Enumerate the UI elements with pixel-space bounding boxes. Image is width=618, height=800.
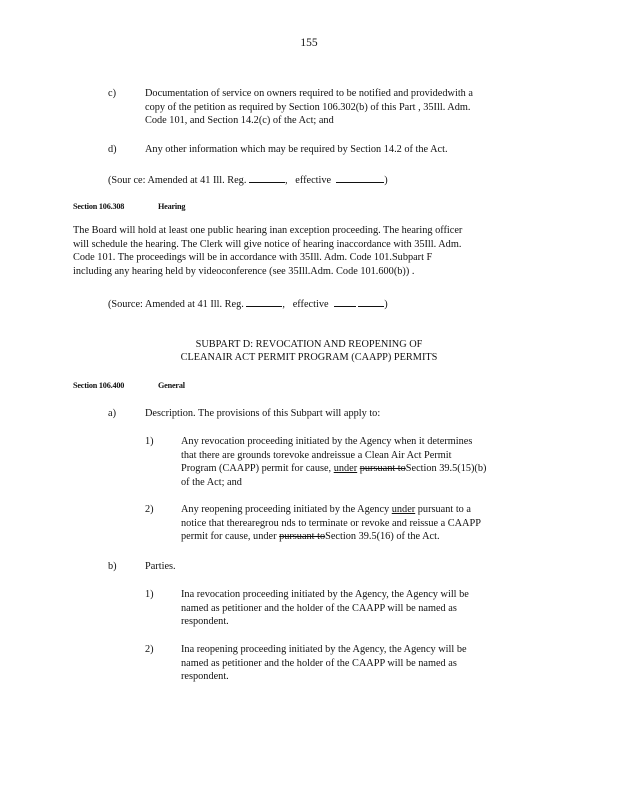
section-308-body: [73, 224, 529, 278]
subitem-line: of the Act; and: [181, 476, 242, 488]
subitem-line: Ina revocation proceeding initiated by the Agency, the Agency will be: [181, 589, 469, 600]
subitem-b2-text: [181, 643, 521, 684]
section-number: Section 106.400: [73, 381, 125, 390]
source-prefix: (Source: Amended at 41 Ill. Reg.: [108, 299, 244, 310]
source-effective: effective: [292, 299, 329, 310]
subitem-line: [181, 503, 526, 517]
subitem-label-b2: 2): [145, 644, 154, 655]
subitem-line: Any revocation proceeding initiated by the Agency when it determines: [181, 436, 473, 447]
source-note-1: [108, 172, 388, 188]
subitem-line: Ina reopening proceeding initiated by the Agency, the Agency will be: [181, 644, 467, 655]
inserted-text: under: [333, 463, 358, 475]
subitem-line: [181, 530, 526, 544]
source-close: ): [384, 175, 388, 186]
text-run: pursuant to a: [417, 504, 471, 515]
subitem-line: that there are grounds torevoke andreissue a Clean Air Act Permit: [181, 449, 452, 461]
section-number: Section 106.308: [73, 202, 125, 211]
item-label-d: d): [108, 144, 117, 155]
blank-line: [336, 172, 384, 183]
blank-line: [334, 296, 356, 307]
section-title: Hearing: [158, 202, 186, 211]
item-c-line: Code 101, and Section 14.2(c) of the Act; and: [145, 115, 334, 127]
blank-line: [358, 296, 384, 307]
item-label-b: b): [108, 561, 117, 572]
item-c-text: [145, 87, 529, 128]
subitem-label-b1: 1): [145, 589, 154, 600]
subitem-line: respondent.: [181, 616, 229, 628]
subpart-heading-line-1: SUBPART D: REVOCATION AND REOPENING OF: [195, 339, 423, 350]
blank-line: [246, 296, 282, 307]
source-effective: effective: [295, 175, 332, 186]
item-label-a: a): [108, 408, 116, 419]
deleted-text: pursuant to: [279, 531, 326, 543]
text-run: Section 39.5(16) of the Act.: [325, 531, 440, 543]
subitem-line: notice that therearegrou nds to terminate or revoke and reissue a CAAPP: [181, 517, 481, 529]
subitem-line: respondent.: [181, 671, 229, 683]
body-line: will schedule the hearing. The Clerk will give notice of hearing inaccordance with 35Ill. Adm.: [73, 238, 462, 250]
body-line: including any hearing held by videoconference (see 35Ill.Adm. Code 101.600(b)) .: [73, 265, 415, 277]
deleted-text: pursuant to: [359, 463, 406, 475]
source-comma: ,: [282, 299, 285, 310]
text-run: Section 39.5(15)(b): [405, 463, 487, 475]
page-number: 155: [300, 37, 318, 49]
subitem-line: named as petitioner and the holder of the CAAPP will be named as: [181, 657, 457, 669]
subitem-line: [181, 462, 521, 476]
text-run: Program (CAAPP) permit for cause,: [181, 463, 332, 475]
subitem-a2-text: [181, 503, 526, 544]
text-run: permit for cause, under: [181, 531, 277, 543]
blank-line: [249, 172, 285, 183]
item-b-text: Parties.: [145, 561, 176, 572]
subitem-a1-text: [181, 435, 521, 489]
item-label-c: c): [108, 88, 116, 99]
inserted-text: under: [391, 504, 416, 515]
item-d-text: Any other information which may be required by Section 14.2 of the Act.: [145, 144, 448, 155]
subitem-line: named as petitioner and the holder of the CAAPP will be named as: [181, 602, 457, 614]
source-comma: ,: [284, 175, 288, 186]
body-line: The Board will hold at least one public hearing inan exception proceeding. The hearing officer: [73, 225, 463, 236]
item-a-text: Description. The provisions of this Subpart will apply to:: [145, 408, 381, 419]
subpart-heading-line-2: CLEANAIR ACT PERMIT PROGRAM (CAAPP) PERMITS: [180, 352, 438, 363]
text-run: Any reopening proceeding initiated by the Agency: [181, 504, 390, 515]
subitem-label-a1: 1): [145, 436, 154, 447]
subitem-b1-text: [181, 588, 521, 629]
item-c-line: Documentation of service on owners required to be notified and providedwith a: [145, 88, 473, 99]
source-prefix: (Sour ce: Amended at 41 Ill. Reg.: [108, 175, 247, 186]
source-close: ): [384, 299, 388, 310]
item-c-line: copy of the petition as required by Section 106.302(b) of this Part , 35Ill. Adm.: [145, 101, 471, 113]
source-note-2: [108, 296, 388, 312]
body-line: Code 101. The proceedings will be in accordance with 35Ill. Adm. Code 101.Subpart F: [73, 252, 433, 264]
subitem-label-a2: 2): [145, 504, 154, 515]
section-title: General: [158, 381, 185, 390]
